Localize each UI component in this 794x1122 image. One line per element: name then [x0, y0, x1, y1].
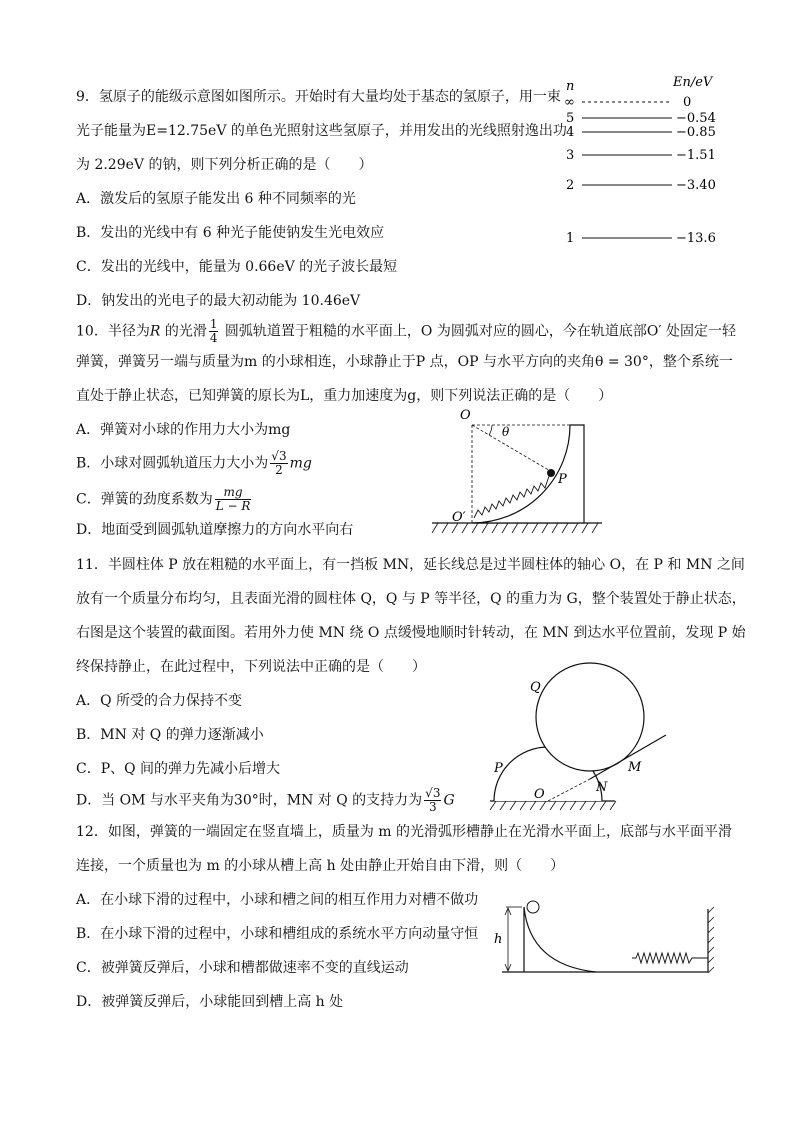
op-dashed-line — [472, 425, 552, 472]
level-e-3: −1.51 — [676, 148, 716, 163]
level-n-5: 5 — [566, 111, 575, 126]
quarter-fraction: $\frac{1}{4}$ — [209, 317, 218, 345]
q10-option-c[interactable]: C．弹簧的劲度系数为 $\frac{mg}{L - R}$ — [76, 485, 251, 513]
q11-stem-line-1: 11．半圆柱体 P 放在粗糙的水平面上，有一挡板 MN，延长线总是过半圆柱体的轴心 O，在 P 和 MN 之间 — [76, 557, 745, 573]
label-q: Q — [530, 680, 541, 695]
slot-curve — [524, 907, 596, 972]
spring-12 — [632, 953, 708, 963]
q9-option-d[interactable]: D．钠发出的光电子的最大初动能为 10.46eV — [76, 293, 361, 309]
energy-axis-label: En/eV — [673, 75, 713, 90]
n-axis-label: n — [566, 79, 575, 94]
q12-option-d[interactable]: D．被弹簧反弹后，小球能回到槽上高 h 处 — [76, 994, 344, 1010]
q12-stem-line-2: 连接，一个质量也为 m 的小球从槽上高 h 处由静止开始自由下滑，则（ ） — [76, 858, 565, 874]
q11-option-c[interactable]: C．P、Q 间的弹力先减小后增大 — [76, 761, 281, 777]
label-theta: θ — [502, 425, 510, 439]
q9-stem-line-3: 为 2.29eV 的钠，则下列分析正确的是（ ） — [76, 157, 373, 173]
q11-option-d[interactable]: D．当 OM 与水平夹角为30°时，MN 对 Q 的支持力为 $\frac{√3}{3}$ G — [76, 786, 455, 814]
label-n: N — [596, 780, 608, 795]
q11-option-a[interactable]: A．Q 所受的合力保持不变 — [76, 693, 243, 709]
q10-option-b[interactable]: B．小球对圆弧轨道压力大小为 $\frac{√3}{2}$ mg — [76, 449, 312, 477]
q10-option-a[interactable]: A．弹簧对小球的作用力大小为mg — [76, 422, 291, 438]
energy-level-diagram — [560, 70, 740, 255]
label-m: M — [628, 760, 642, 775]
level-e-5: −0.54 — [676, 111, 716, 126]
q9-stem-line-1: 9．氢原子的能级示意图如图所示。开始时有大量均处于基态的氢原子，用一束 — [76, 89, 561, 105]
level-n-2: 2 — [566, 178, 575, 193]
q9-stem-line-2: 光子能量为E=12.75eV 的单色光照射这些氢原子，并用发出的光线照射逸出功 — [76, 123, 567, 139]
q10-stem-line-2: 弹簧，弹簧另一端与质量为m 的小球相连，小球静止于P 点，OP 与水平方向的夹角θ = 30°，整个系统一 — [76, 354, 733, 370]
q10-option-d[interactable]: D．地面受到圆弧轨道摩擦力的方向水平向右 — [76, 522, 354, 538]
label-p-11: P — [494, 761, 503, 776]
q11-option-b[interactable]: B．MN 对 Q 的弹力逐渐减小 — [76, 727, 264, 743]
arc-track — [472, 425, 584, 523]
label-o-11: O — [534, 787, 545, 802]
cylinder-q — [536, 663, 644, 771]
level-n-4: 4 — [566, 125, 575, 140]
wall-hatch — [708, 907, 714, 973]
label-o: O — [460, 408, 471, 423]
q11-stem-line-3: 右图是这个装置的截面图。若用外力使 MN 绕 O 点缓慢地顺时针转动，在 MN 到达水平位置前，发现 P 始 — [76, 625, 746, 641]
label-p: P — [558, 472, 567, 487]
q12-stem-line-1: 12．如图，弹簧的一端固定在竖直墙上，质量为 m 的光滑弧形槽静止在光滑水平面上，底部与水平面平滑 — [76, 824, 732, 840]
level-e-1: −13.6 — [676, 231, 716, 246]
q11-stem-line-4: 终保持静止，在此过程中，下列说法中正确的是（ ） — [76, 659, 426, 675]
cylinders-diagram — [480, 645, 690, 815]
level-e-inf: 0 — [683, 95, 692, 110]
level-n-1: 1 — [566, 231, 575, 246]
q10-stem-line-3: 直处于静止状态，已知弹簧的原长为L，重力加速度为g，则下列说法正确的是（ ） — [76, 388, 613, 404]
arc-track-diagram — [430, 400, 610, 540]
q12-option-a[interactable]: A．在小球下滑的过程中，小球和槽之间的相互作用力对槽不做功 — [76, 892, 479, 908]
curved-slot-diagram — [494, 895, 719, 980]
level-e-4: −0.85 — [676, 125, 716, 140]
q9-option-a[interactable]: A．激发后的氢原子能发出 6 种不同频率的光 — [76, 191, 356, 207]
theta-arc — [489, 425, 492, 435]
level-e-2: −3.40 — [676, 178, 716, 193]
q12-option-c[interactable]: C．被弹簧反弹后，小球和槽都做速率不变的直线运动 — [76, 960, 409, 976]
q12-option-b[interactable]: B．在小球下滑的过程中，小球和槽组成的系统水平方向动量守恒 — [76, 926, 479, 942]
level-n-inf: ∞ — [564, 95, 575, 110]
q9-option-b[interactable]: B．发出的光线中有 6 种光子能使钠发生光电效应 — [76, 225, 385, 241]
ball-p — [547, 469, 555, 477]
q10-stem-line-1: 10．半径为R 的光滑 $\frac{1}{4}$ 圆弧轨道置于粗糙的水平面上，O 为圆弧对应的圆心，今在轨道底部O′ 处固定一轻 — [76, 317, 736, 345]
q9-option-c[interactable]: C．发出的光线中，能量为 0.66eV 的光子波长最短 — [76, 259, 398, 275]
label-h: h — [494, 932, 503, 947]
ball-12 — [527, 901, 539, 913]
q11-stem-line-2: 放有一个质量分布均匀，且表面光滑的圆柱体 Q，Q 与 P 等半径，Q 的重力为 G，整个装置处于静止状态， — [76, 591, 746, 607]
label-o-prime: O′ — [452, 510, 466, 525]
ground-hatch-11 — [490, 801, 616, 810]
level-n-3: 3 — [566, 148, 575, 163]
